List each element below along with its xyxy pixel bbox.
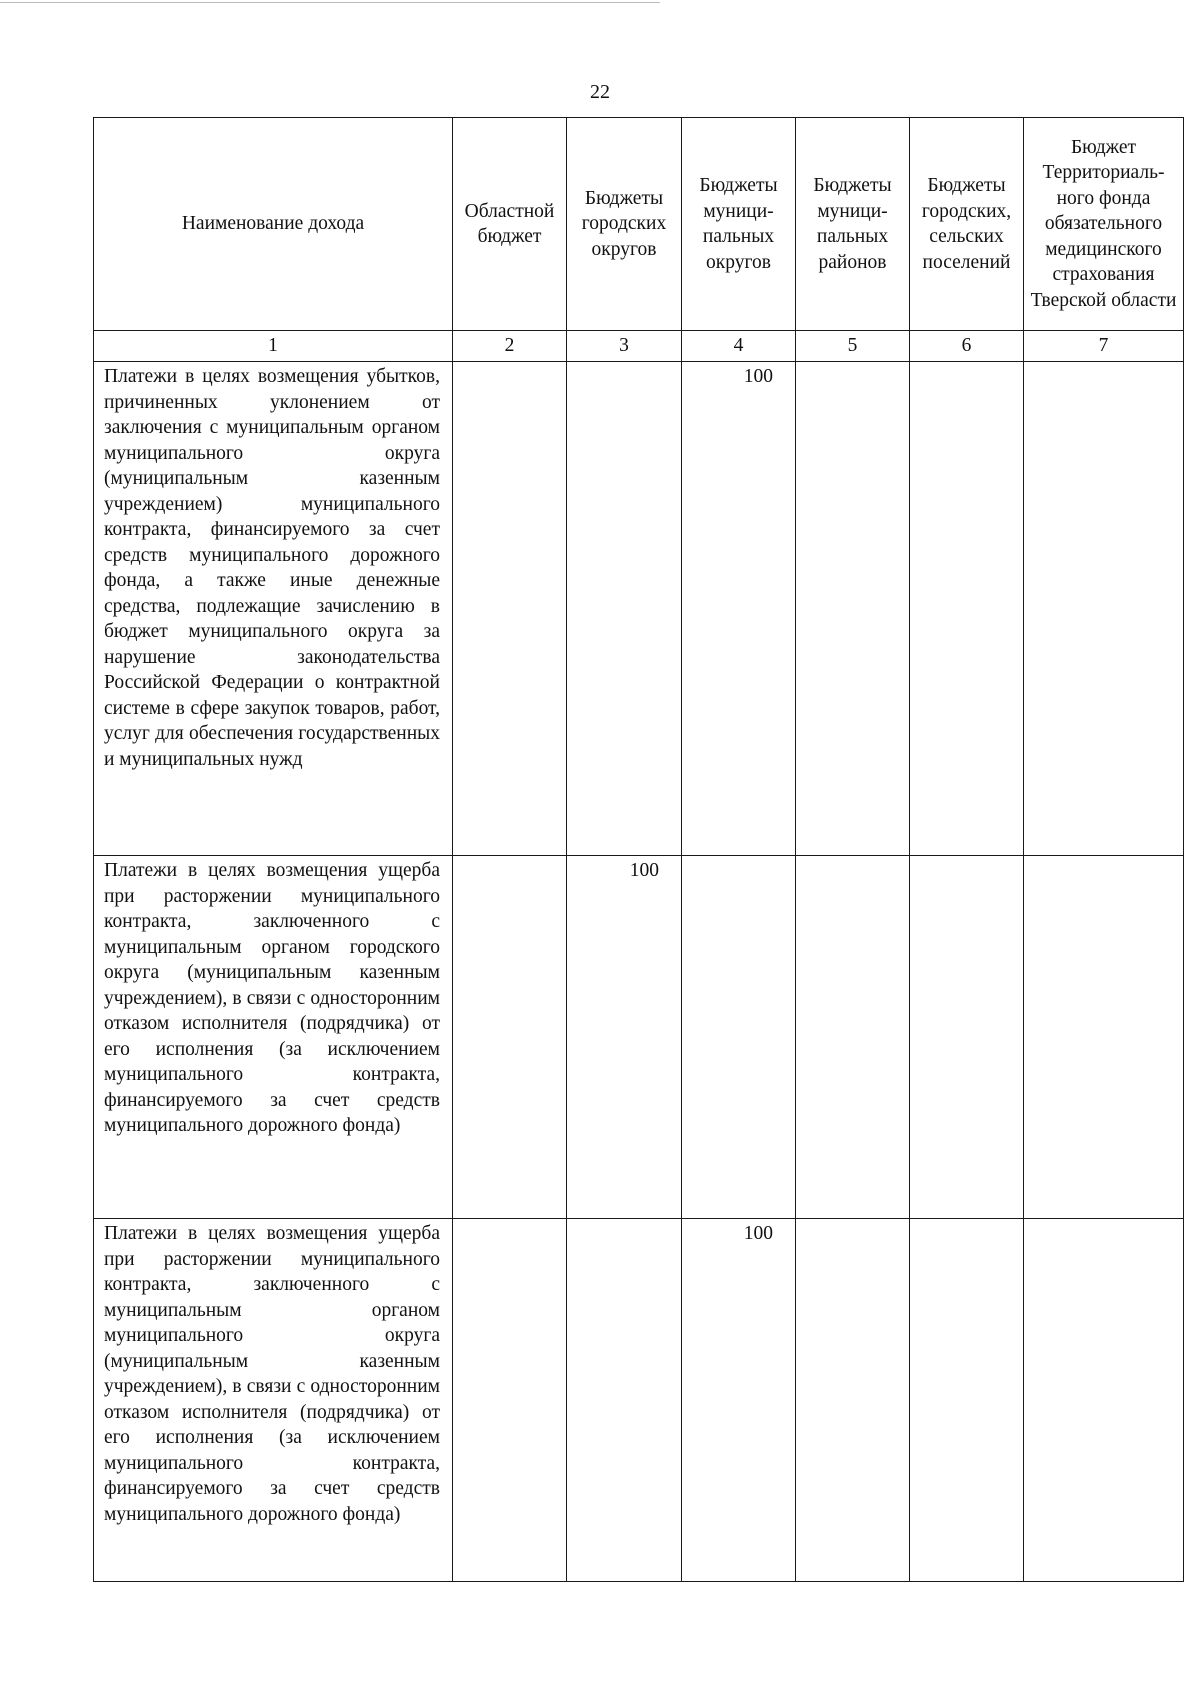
header-tfoms-budget: Бюджет Территориаль-ного фонда обязательного медицинского страхования Тверской области [1024, 118, 1184, 331]
value-tfoms [1024, 856, 1184, 1219]
column-number: 2 [453, 331, 567, 362]
column-number: 4 [682, 331, 796, 362]
value-municipal-raions [796, 856, 910, 1219]
revenue-name: Платежи в целях возмещения ущерба при расторжении муниципального контракта, заключенного с муниципальным органом муниципального округа (муниципальным казенным учреждением), в связи с односторонним отказом исполнителя (подрядчика) от его исполнения (за исключением муниципального контракта, финансируемого за счет средств муниципального дорожного фонда) [94, 1219, 453, 1582]
table-row [94, 362, 1184, 856]
value-municipal-okrugs [682, 856, 796, 1219]
column-number: 6 [910, 331, 1024, 362]
value-municipal-okrugs: 100 [682, 362, 796, 856]
column-number: 3 [567, 331, 682, 362]
value-tfoms [1024, 362, 1184, 856]
header-municipal-okrug-budgets: Бюджеты муници-пальных округов [682, 118, 796, 331]
header-city-district-budgets: Бюджеты городских округов [567, 118, 682, 331]
scan-top-rule [0, 2, 660, 3]
table-row [94, 1219, 1184, 1582]
value-city-districts: 100 [567, 856, 682, 1219]
revenue-distribution-table [93, 117, 1184, 1582]
header-municipal-raion-budgets: Бюджеты муници-пальных районов [796, 118, 910, 331]
value-regional [453, 1219, 567, 1582]
value-settlements [910, 362, 1024, 856]
header-settlement-budgets: Бюджеты городских, сельских поселений [910, 118, 1024, 331]
value-municipal-okrugs: 100 [682, 1219, 796, 1582]
column-number-row [94, 331, 1184, 362]
value-municipal-raions [796, 362, 910, 856]
header-name: Наименование дохода [94, 118, 453, 331]
value-regional [453, 362, 567, 856]
value-regional [453, 856, 567, 1219]
header-row [94, 118, 1184, 331]
value-city-districts [567, 1219, 682, 1582]
value-municipal-raions [796, 1219, 910, 1582]
column-number: 1 [94, 331, 453, 362]
header-regional-budget: Областной бюджет [453, 118, 567, 331]
value-city-districts [567, 362, 682, 856]
value-tfoms [1024, 1219, 1184, 1582]
table-row [94, 856, 1184, 1219]
revenue-name: Платежи в целях возмещения убытков, причиненных уклонением от заключения с муниципальным органом муниципального округа (муниципальным казенным учреждением) муниципального контракта, финансируемого за счет средств муниципального дорожного фонда, а также иные денежные средства, подлежащие зачислению в бюджет муниципального округа за нарушение законодательства Российской Федерации о контрактной системе в сфере закупок товаров, работ, услуг для обеспечения государственных и муниципальных нужд [94, 362, 453, 856]
column-number: 5 [796, 331, 910, 362]
column-number: 7 [1024, 331, 1184, 362]
value-settlements [910, 1219, 1024, 1582]
page-number: 22 [590, 81, 610, 103]
revenue-name: Платежи в целях возмещения ущерба при расторжении муниципального контракта, заключенного с муниципальным органом городского округа (муниципальным казенным учреждением), в связи с односторонним отказом исполнителя (подрядчика) от его исполнения (за исключением муниципального контракта, финансируемого за счет средств муниципального дорожного фонда) [94, 856, 453, 1219]
value-settlements [910, 856, 1024, 1219]
